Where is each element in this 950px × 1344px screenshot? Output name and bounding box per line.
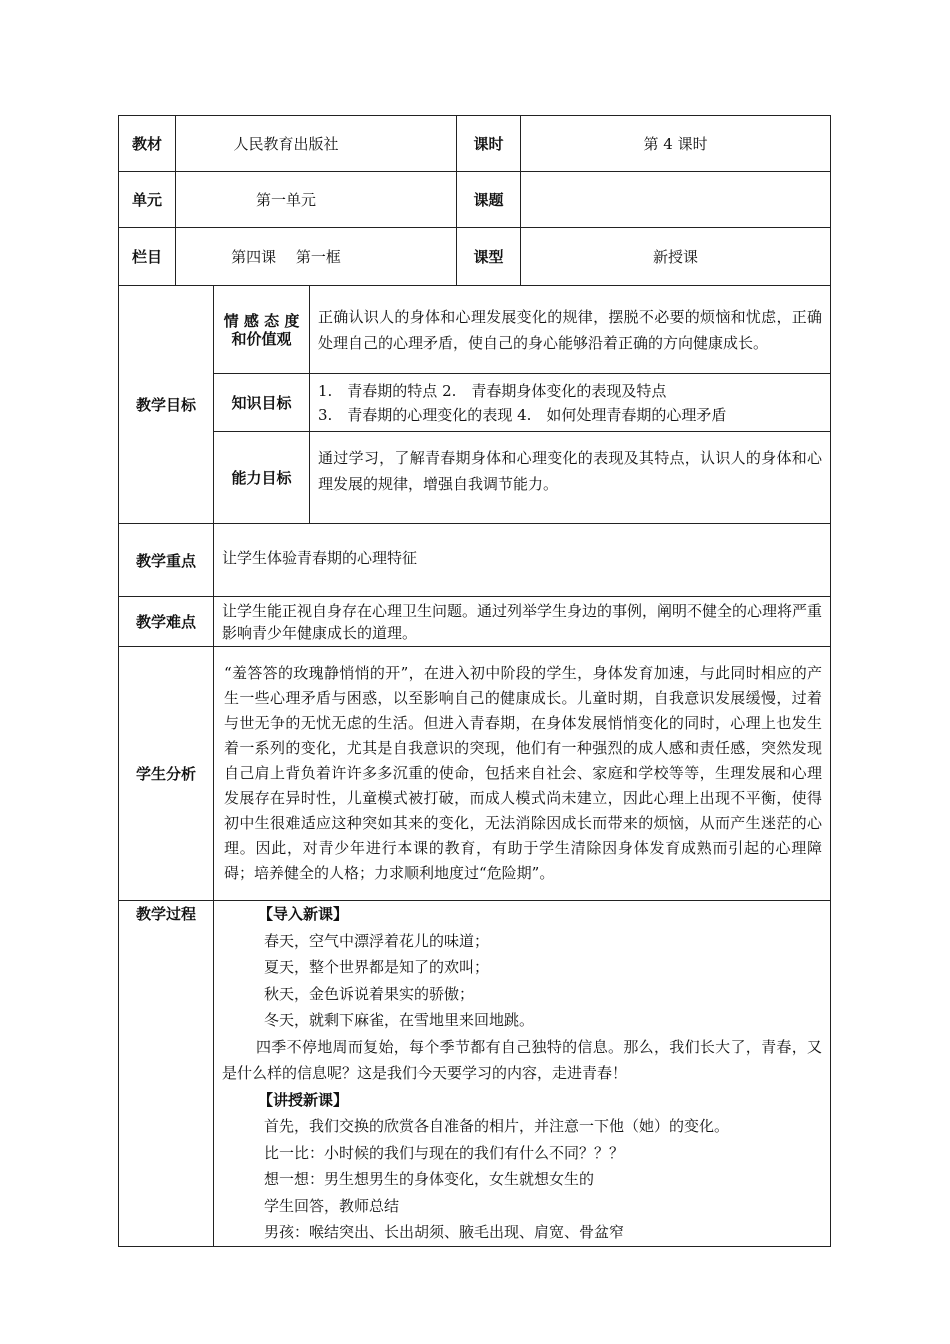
knowledge-goal-cell — [310, 374, 831, 432]
emotion-goal-text: 正确认识人的身体和心理发展变化的规律，摆脱不必要的烦恼和忧虑，正确处理自己的心理矛盾，使自己的身心能够沿着正确的方向健康成长。 — [310, 286, 831, 374]
teaching-goals-label: 教学目标 — [119, 286, 214, 524]
intro-line-4: 冬天，就剩下麻雀，在雪地里来回地跳。 — [264, 1011, 535, 1029]
emotion-goal-label-text: 情 感 态 度和价值观 — [223, 311, 300, 348]
intro-paragraph: 四季不停地周而复始，每个季节都有自己独特的信息。那么，我们长大了，青春，又是什么样的信息呢？这是我们今天要学习的内容，走进青春！ — [222, 1037, 823, 1082]
column-value: 第四课 第一框 — [176, 228, 457, 286]
unit-label: 单元 — [119, 172, 176, 228]
teach-line-2: 比一比：小时候的我们与现在的我们有什么不同？？？ — [264, 1143, 625, 1162]
key-point-text: 让学生体验青春期的心理特征 — [214, 524, 831, 597]
lesson-plan-table — [118, 115, 831, 1247]
unit-value: 第一单元 — [176, 172, 457, 228]
ability-goal-label: 能力目标 — [214, 432, 310, 524]
intro-line-3: 秋天，金色诉说着果实的骄傲； — [264, 984, 475, 1003]
teach-line-5: 男孩：喉结突出、长出胡须、腋毛出现、肩宽、骨盆窄 — [264, 1223, 625, 1241]
textbook-value: 人民教育出版社 — [176, 116, 457, 172]
type-label: 课型 — [457, 228, 521, 286]
topic-label: 课题 — [457, 172, 521, 228]
intro-line-2: 夏天，整个世界都是知了的欢叫； — [264, 958, 490, 976]
row-difficulty — [119, 597, 831, 647]
knowledge-goal-label: 知识目标 — [214, 374, 310, 432]
key-point-label: 教学重点 — [119, 524, 214, 597]
period-label: 课时 — [457, 116, 521, 172]
row-key-point — [119, 524, 831, 597]
topic-value — [521, 172, 831, 228]
textbook-label: 教材 — [119, 116, 176, 172]
teach-line-3: 想一想：男生想男生的身体变化，女生就想女生的 — [264, 1170, 595, 1188]
row-goal-emotion — [119, 286, 831, 374]
student-analysis-text: “羞答答的玫瑰静悄悄的开”，在进入初中阶段的学生，身体发育加速，与此同时相应的产生一些心理矛盾与困惑，以至影响自己的健康成长。儿童时期，自我意识发展缓慢，过着与世无争的无忧无虑的生活。但进入青春期，在身体发展悄悄变化的同时，心理上也发生着一系列的变化，尤其是自我意识的突现，他们有一种强烈的成人感和责任感，突然发现自己肩上背负着许许多多沉重的使命，包括来自社会、家庭和学校等等，生理发展和心理发展存在异时性，儿童模式被打破，而成人模式尚未建立，因此心理上出现不平衡，使得初中生很难适应这种突如其来的变化，无法消除因成长而带来的烦恼，从而产生迷茫的心理。因此，对青少年进行本课的教育，有助于学生清除因身体发育成熟而引起的心理障碍；培养健全的人格；力求顺利地度过“危险期”。 — [214, 647, 831, 901]
lesson-plan-sheet — [118, 115, 830, 1247]
row-unit — [119, 172, 831, 228]
teach-line-4: 学生回答，教师总结 — [264, 1196, 400, 1215]
process-content — [214, 901, 831, 1247]
knowledge-goal-line-2: 3. 青春期的心理变化的表现 4. 如何处理青春期的心理矛盾 — [318, 405, 727, 424]
row-student-analysis — [119, 647, 831, 901]
process-label: 教学过程 — [119, 901, 214, 1247]
period-value: 第 4 课时 — [521, 116, 831, 172]
teach-heading: 【讲授新课】 — [258, 1090, 349, 1109]
teach-line-1: 首先，我们交换的欣赏各自准备的相片，并注意一下他（她）的变化。 — [264, 1117, 730, 1135]
row-textbook — [119, 116, 831, 172]
knowledge-goal-line-1: 1. 青春期的特点 2. 青春期身体变化的表现及特点 — [318, 381, 667, 400]
emotion-goal-label — [214, 286, 310, 374]
row-process — [119, 901, 831, 1247]
intro-line-1: 春天，空气中漂浮着花儿的味道； — [264, 931, 490, 950]
row-goal-ability — [119, 432, 831, 524]
intro-heading: 【导入新课】 — [258, 905, 349, 923]
student-analysis-label: 学生分析 — [119, 647, 214, 901]
type-value: 新授课 — [521, 228, 831, 286]
row-goal-knowledge — [119, 374, 831, 432]
ability-goal-text: 通过学习，了解青春期身体和心理变化的表现及其特点，认识人的身体和心理发展的规律，增强自我调节能力。 — [310, 432, 831, 524]
difficulty-label: 教学难点 — [119, 597, 214, 647]
row-column — [119, 228, 831, 286]
column-label: 栏目 — [119, 228, 176, 286]
difficulty-text: 让学生能正视自身存在心理卫生问题。通过列举学生身边的事例，阐明不健全的心理将严重影响青少年健康成长的道理。 — [214, 597, 831, 647]
